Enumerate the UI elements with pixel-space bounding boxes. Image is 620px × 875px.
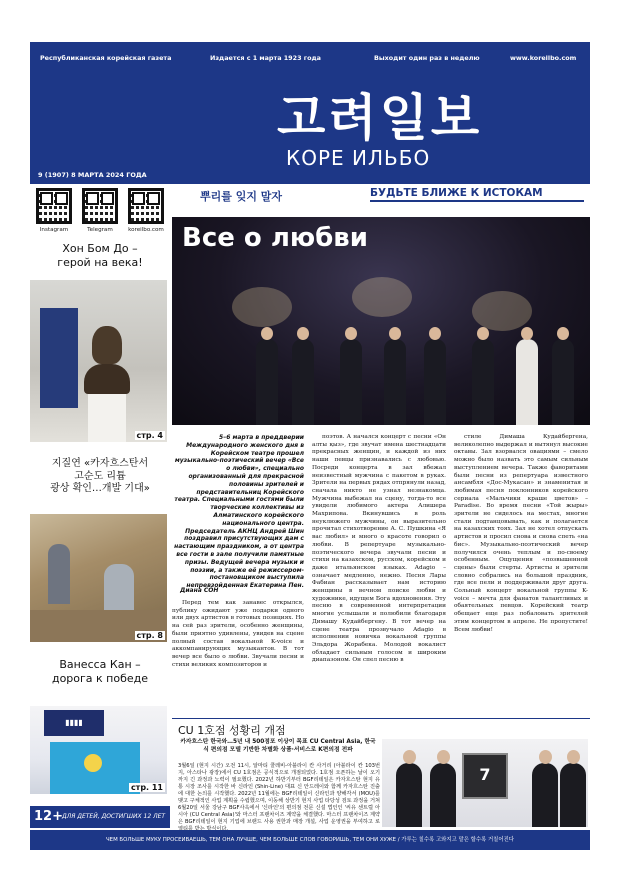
masthead (30, 72, 590, 184)
slogan-russian: БУДЬТЕ БЛИЖЕ К ИСТОКАМ (370, 187, 584, 202)
singer (552, 339, 574, 425)
singer (384, 339, 406, 425)
singer (340, 339, 362, 425)
page-tag[interactable]: стр. 11 (130, 783, 163, 792)
header-published: Издается с 1 марта 1923 года (210, 54, 321, 62)
article-column-2 (312, 434, 446, 665)
bust-shoulders (84, 364, 130, 394)
singer (424, 339, 446, 425)
footer-proverb: ЧЕМ БОЛЬШЕ МУКУ ПРОСЕИВАЕШЬ, ТЕМ ОНА ЛУЧШЕ, ЧЕМ БОЛЬШЕ СЛОВ ГОВОРИШЬ, ТЕМ ОНИ ХУЖЕ / 가루는 칠수록 고와지고 말은 할수록 거칠어진다 (30, 830, 590, 850)
person-figure (560, 763, 586, 827)
cu-plaque: 7 (462, 753, 508, 799)
page-tag[interactable]: стр. 4 (136, 431, 163, 440)
side-photo-athlete[interactable] (30, 706, 167, 794)
person-figure (532, 763, 558, 827)
ko-article-body: 3월6일 (현지 시간) 오전 11시, 알마티 쿨레비-아블라이 칸 사거리 (아블라이 칸 103번지, 아스타나 광장)에서 CU 1호점은 공식적으로 개점되었다. 1호점 오픈하는 날이 오기 까지 긴 과정과 노력이 필요했다. 2022년 하반기부터 BGF리테일은 카자흐스탄 현지 유통 시장 조사를 시작한 바 신라인 (Shin-Line) 대표 신 안드레이와 함께 카자흐스탄 진출에 대한 논의를 시작했다. 2022년 11월에는 BGF리테일이 신라인과 양해각서 (MOU)를 맺고 구체적인 사업 계획을 수립했으며, 이동해 상반기 현지 사업 타당성 검토 과정을 거쳐 6월20일 서울 강남구 BGF사옥에서 '신라인'의 편의점 전문 신설 법인인 '씨유 센트럴 아시아 (CU Central Asia)'와 마스터 프랜차이즈 계약을 체결했다. 마스터 프랜차이즈 계약은 BGF리테일이 현지 기업에 브랜드 사용 권한과 매장 개설, 사업 운영권을 부여하고 로 (178, 763, 380, 826)
side-title-2[interactable]: 지질연 «카자흐스탄서 고순도 리튬 광상 확인…개발 기대» (50, 458, 150, 494)
pedestal (88, 394, 126, 442)
paragraph: стиле Димаша Кудайбергена, великолепно выдержал и вытянул высокие октавы. Зал взорвался овациями – смело можно было назвать это самым сильным выступлением вечера. Также фаворитами были песни из репертуара известного ансамбля «Дос-Мукасан» и знаменитая и любимая песня поклонников корейского сериала «Мальчики краше цветов» – Paradise. Во время песни «Той жыры» зрители не сиделось на местах, многие стали подтанцовывать, как и полагается на казахских тоях. Зал не хотел отпускать артистов и просил снова и снова спеть «на бис». Музыкально-поэтический вечер получился очень теплым и по-своему особенным. Ощущения «позвышенной сцены» были стерты. Артисты и зрители словно собрались на большой праздник, где все пели и поддерживали друг друга. Сольный концерт вокальной группы K-voice – мечта для фанатов талантливых и обаятельных певцов. Корейский театр обещает еще раз побаловать зрителей этим концертом в апреле. Не пропустите! Всем любви! (454, 434, 588, 633)
article-lead: 5–6 марта в преддверии Международного женского дня в Корейском театре прошел музыкально-поэтический вечер «Все о любви», специально организованный для прекрасной половины зрителей и представительниц Корейского театра. Специальными гостями были творческие коллективы из Алматинского корейского национального центра. Председатель АКНЦ Андрей Шин поздравил присутствующих дам с настающим праздником, а от центра все гости в зале получили памятные призы. Ведущей вечера музыки и поэзии, а также её режиссером-постановщиком выступила непревзойденная Екатерина Пен. (174, 434, 304, 590)
singer (516, 339, 538, 425)
qr-code-telegram[interactable] (82, 188, 118, 224)
bust-head (92, 326, 122, 364)
paragraph: поэтов. А начался концерт с песни «Он алты қыз», где звучат имена шестнадцати прекрасных женщин, и каждой из них наши певцы признавались с любовью. Посреди концерта в зал вбежал неизвестный мужчина с пакетом в руках. Зрители на первых рядах отпрянули назад, сначала никто не узнал незнакомца. Мужчина выбежал на сцену, тогда-то все увидели любимого актера Алишера Махрипова. Вкинувшись в роль неуклюжего мужчины, он выразительно прочитал стихотворение А. С. Пушкина «Я вас любил» и много о красоте говорил о любви. В репертуаре музыкально-поэтического вечера звучали песни и стихи на казахском, русском, корейском и даже итальянском языках. Adagio – означает медленно, нежно. Песня Лары Фабиан рассказывает нам историю женщины в вечном поиске любви и художнике, идущем Бога вдохновения. Эту песню в современной интерпретации многие услышали и полюбили благодаря Димашу Кудайбергену. В тот вечер на сцене театра прозвучало Adagio в исполнении новичка вокальной группы Эльдора Жорабека. Молодой вокалист обладает сильным голосом и широким диапазоном. Он спел песню в (312, 434, 446, 664)
hero-photo[interactable] (172, 217, 590, 425)
stage-light (472, 291, 532, 331)
issue-number: 9 (1907) 8 МАРТА 2024 ГОДА (38, 171, 147, 179)
singer (256, 339, 278, 425)
header-left: Республиканская корейская газета (40, 54, 172, 62)
person-figure (48, 544, 70, 604)
side-photo-geologists[interactable] (30, 514, 167, 642)
singer (472, 339, 494, 425)
age-rating-badge (30, 806, 170, 828)
ko-article-subtitle: 카자흐스탄 한국와…5년 내 500점포 이상이 목표 CU Central Asia, 한국식 편의점 모델 기반한 차별화 상품·서비스로 K편의점 전파 (180, 739, 376, 753)
side-title-1[interactable]: Хон Бом До – герой на века! (57, 242, 143, 269)
qr-code-site[interactable] (128, 188, 164, 224)
qr-label: Instagram (39, 227, 69, 233)
person-figure (104, 564, 134, 610)
slogan-korean: 뿌리를 잊지 말자 (200, 190, 283, 203)
qr-label: Telegram (87, 227, 113, 233)
side-photo-bust[interactable] (30, 280, 167, 442)
article-column-3 (454, 434, 588, 634)
article-column-1 (172, 600, 304, 669)
age-number: 12+ (34, 809, 63, 824)
stage-light (232, 287, 292, 327)
page-tag[interactable]: стр. 8 (136, 631, 163, 640)
header-site[interactable]: www.koreilbo.com (510, 54, 577, 62)
flag-sun (84, 754, 102, 772)
age-text: ДЛЯ ДЕТЕЙ, ДОСТИГШИХ 12 ЛЕТ (62, 813, 166, 820)
person-figure (396, 763, 422, 827)
qr-label: koreilbo.com (128, 227, 164, 233)
stage-light (352, 277, 412, 317)
logo-russian: КОРЕ ИЛЬБО (286, 146, 431, 170)
ko-article-title: CU 1호점 성황리 개점 (178, 724, 286, 737)
section-divider (172, 718, 590, 719)
newspaper-page (30, 42, 590, 850)
qr-code-instagram[interactable] (36, 188, 72, 224)
person-figure (430, 763, 456, 827)
paragraph: Перед тем как занавес открылся, публику ожидают уже подарки одного или двух артистов в готовых позициях. Но на сей раз зрители, особенно женщины, были приятно удивлены, увидев на сцене полный состав вокальной K-voice и аккомпанирующих музыкантов. В тот вечер все было о любви. Звучали песни и стихи великих композиторов и (172, 600, 304, 668)
side-title-3[interactable]: Ванесса Кан – дорога к победе (51, 658, 149, 685)
logo-korean: 고려일보 (277, 89, 483, 147)
ko-article-photo[interactable] (382, 739, 588, 827)
article-byline: Диана СОН (180, 587, 219, 594)
banner-graphic: ▮▮▮▮ (44, 710, 104, 736)
singer (292, 339, 314, 425)
article-title: Все о любви (182, 223, 368, 253)
exhibit-banner (40, 308, 78, 408)
header-frequency: Выходит один раз в неделю (374, 54, 480, 62)
header-bar (30, 42, 590, 72)
